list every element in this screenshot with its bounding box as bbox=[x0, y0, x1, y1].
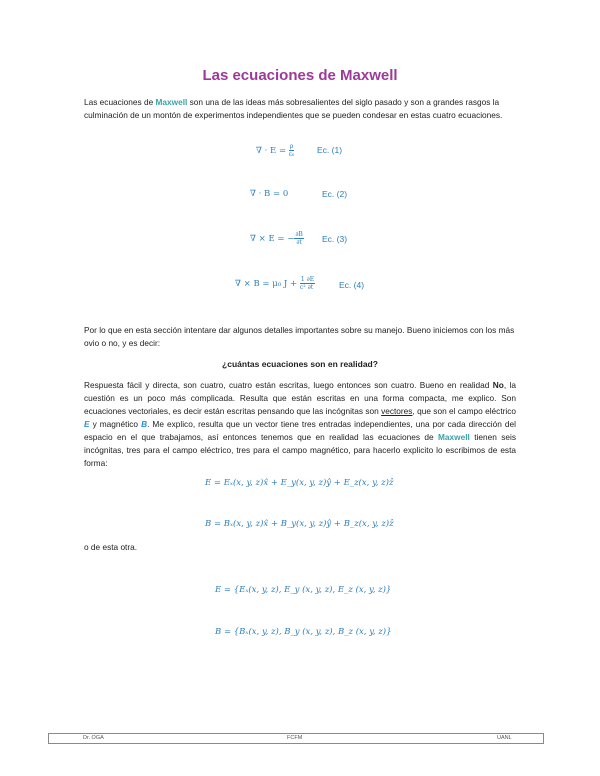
footer-university: UANL bbox=[497, 735, 512, 741]
page-footer bbox=[48, 733, 544, 744]
equation-2: ∇ · B = 0 bbox=[250, 189, 289, 199]
equation-e-set: E = {Eₓ(x, y, z), E_y (x, y, z), E_z (x, y, z)} bbox=[215, 585, 392, 595]
equation-1: ∇ · E = $\frac{\rho}{\text{ε₀}}$ bbox=[256, 143, 295, 158]
equation-4-label: Ec. (4) bbox=[339, 280, 365, 290]
page-title: Las ecuaciones de Maxwell bbox=[202, 67, 398, 84]
equation-1-label: Ec. (1) bbox=[317, 145, 343, 155]
section-heading: ¿cuántas ecuaciones son en realidad? bbox=[222, 359, 378, 369]
equation-4: ∇ × B = μ₀ J + $\frac{1}{\text{c²}}$ $\frac{\partial E}{\partial t}$ bbox=[235, 276, 315, 291]
equation-e-components: E = Eₓ(x, y, z)x̂ + E_y(x, y, z)ŷ + E_z(x, y, z)ẑ bbox=[205, 478, 394, 488]
intro-paragraph: Las ecuaciones de Maxwell son una de las ideas más sobresalientes del siglo pasado y son a grandes rasgos la culminación de un montón de experimentos independientes que se pueden condesar en estas cuatro ecuaciones. bbox=[84, 97, 503, 120]
footer-faculty: FCFM bbox=[287, 735, 303, 741]
footer-author: Dr. OGA bbox=[83, 735, 104, 741]
alternative-form-text: o de esta otra. bbox=[84, 542, 138, 552]
equation-b-components: B = Bₓ(x, y, z)x̂ + B_y(x, y, z)ŷ + B_z(x, y, z)ẑ bbox=[205, 519, 394, 529]
equation-b-set: B = {Bₓ(x, y, z), B_y (x, y, z), B_z (x, y, z)} bbox=[215, 627, 392, 637]
equation-2-label: Ec. (2) bbox=[322, 189, 348, 199]
equation-3-label: Ec. (3) bbox=[322, 234, 348, 244]
intro-question-paragraph: Por lo que en esta sección intentare dar algunos detalles importantes sobre su manejo. Bueno iniciemos con los más ovio o no, y es decir: bbox=[84, 325, 515, 348]
equation-3: ∇ × E = − $\frac{\partial B}{\partial t}$ bbox=[250, 231, 303, 246]
answer-paragraph: Respuesta fácil y directa, son cuatro, cuatro están escritas, luego entonces son cuatro. Bueno en realidad No, la cuestión es un poco más complicada. Resulta que están escritas en una forma compacta, me explico. Son ecuaciones vectoriales, es decir están escritas pensando que las incógnitas son vectores, que son el campo eléctrico E y magnético B. Me explico, resulta que un vector tiene tres entradas independientes, una por cada dirección del espacio en el que trabajamos, así entonces tenemos que en realidad las ecuaciones de Maxwell tienen seis incógnitas, tres para el campo eléctrico, tres para el campo magnético, para hacerlo explicito lo escribimos de esta forma: bbox=[84, 380, 516, 468]
